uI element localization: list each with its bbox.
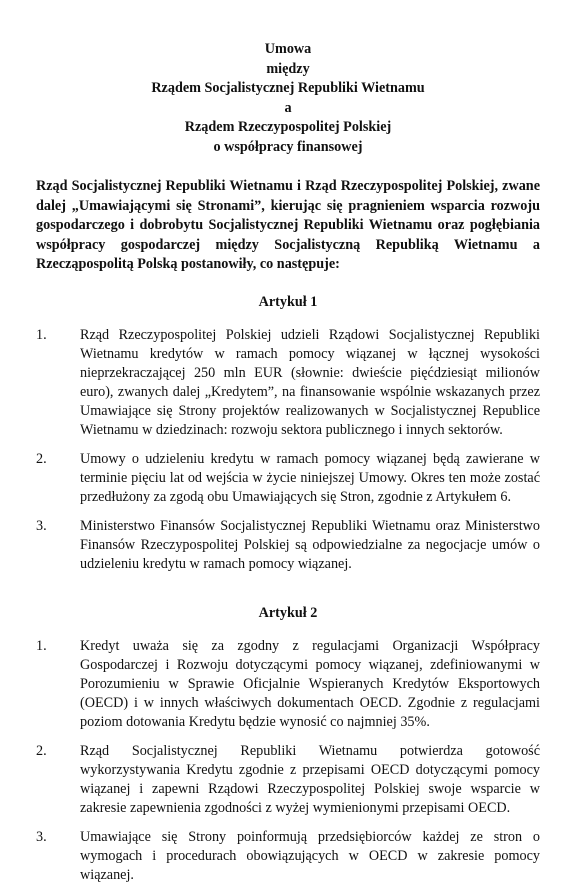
article-item [36,517,540,574]
article-item [36,326,540,440]
item-text: Ministerstwo Finansów Socjalistycznej Republiki Wietnamu oraz Ministerstwo Finansów Rzeczypospolitej Polskiej są odpowiedzialne za negocjacje umów o udzieleniu kredytu w ramach pomocy wiązanej. [80,517,540,572]
title-line: między [266,60,310,77]
article-1 [36,293,540,574]
article-heading: Artykuł 2 [258,604,318,621]
preamble-paragraph: Rząd Socjalistycznej Republiki Wietnamu i Rząd Rzeczypospolitej Polskiej, zwane dalej „Umawiającymi się Stronami”, kierując się pragnieniem wsparcia rozwoju gospodarczego i dobrobytu Socjalistycznej Republiki Wietnamu oraz pogłębiania współpracy gospodarczej między Socjalistyczną Republiką Wietnamu a Rzecząpospolitą Polską postanowiły, co następuje: [36,178,540,272]
title-line: Rządem Socjalistycznej Republiki Wietnamu [151,80,425,96]
item-text: Rząd Socjalistycznej Republiki Wietnamu potwierdza gotowość wykorzystywania Kredytu zgodnie z przepisami OECD dotyczącymi pomocy wiązanej i zapewni Rządowi Rzeczypospolitej Polskiej swoje wsparcie w zakresie zapewnienia zgodności z wyżej wymienionymi przepisami OECD. [80,742,540,816]
item-number: 2. [36,742,47,759]
item-number: 3. [36,517,47,534]
article-2 [36,604,540,885]
article-items [36,637,540,885]
title-line: Rządem Rzeczypospolitej Polskiej [184,119,392,135]
document-title [36,40,540,157]
item-text: Umawiające się Strony poinformują przedsiębiorców każdej ze stron o wymogach i procedurach obowiązujących w OECD w zakresie pomocy wiązanej. [80,828,540,883]
title-line: o współpracy finansowej [213,138,363,155]
item-number: 1. [36,326,47,343]
article-items [36,326,540,574]
item-number: 3. [36,828,47,845]
title-line: Umowa [264,41,312,57]
title-line: a [284,99,292,116]
item-number: 1. [36,637,47,654]
article-item [36,828,540,885]
item-number: 2. [36,450,47,467]
article-item [36,450,540,507]
article-heading: Artykuł 1 [258,293,318,310]
article-item [36,742,540,818]
item-text: Umowy o udzieleniu kredytu w ramach pomocy wiązanej będą zawierane w terminie pięciu lat od wejścia w życie niniejszej Umowy. Okres ten może zostać przedłużony za zgodą obu Umawiających się Stron, zgodnie z Artykułem 6. [80,450,540,505]
item-text: Kredyt uważa się za zgodny z regulacjami Organizacji Współpracy Gospodarczej i Rozwoju dotyczącymi pomocy wiązanej, zdefiniowanymi w Porozumieniu w Sprawie Oficjalnie Wspieranych Kredytów Eksportowych (OECD) i w innych właściwych dokumentach OECD. Zgodnie z regulacjami poziom dotowania Kredytu będzie wynosić co najmniej 35%. [80,637,540,730]
item-text: Rząd Rzeczypospolitej Polskiej udzieli Rządowi Socjalistycznej Republiki Wietnamu kredytów w ramach pomocy wiązanej w łącznej wysokości nieprzekraczającej 250 mln EUR (słownie: dwieście pięćdziesiąt milionów euro), zwanych dalej „Kredytem”, na finansowanie wspólnie wskazanych przez Umawiające się Strony projektów realizowanych w Socjalistycznej Republice Wietnamu w dziedzinach: rozwoju sektora publicznego i innych sektorów. [80,326,540,438]
article-item [36,637,540,732]
